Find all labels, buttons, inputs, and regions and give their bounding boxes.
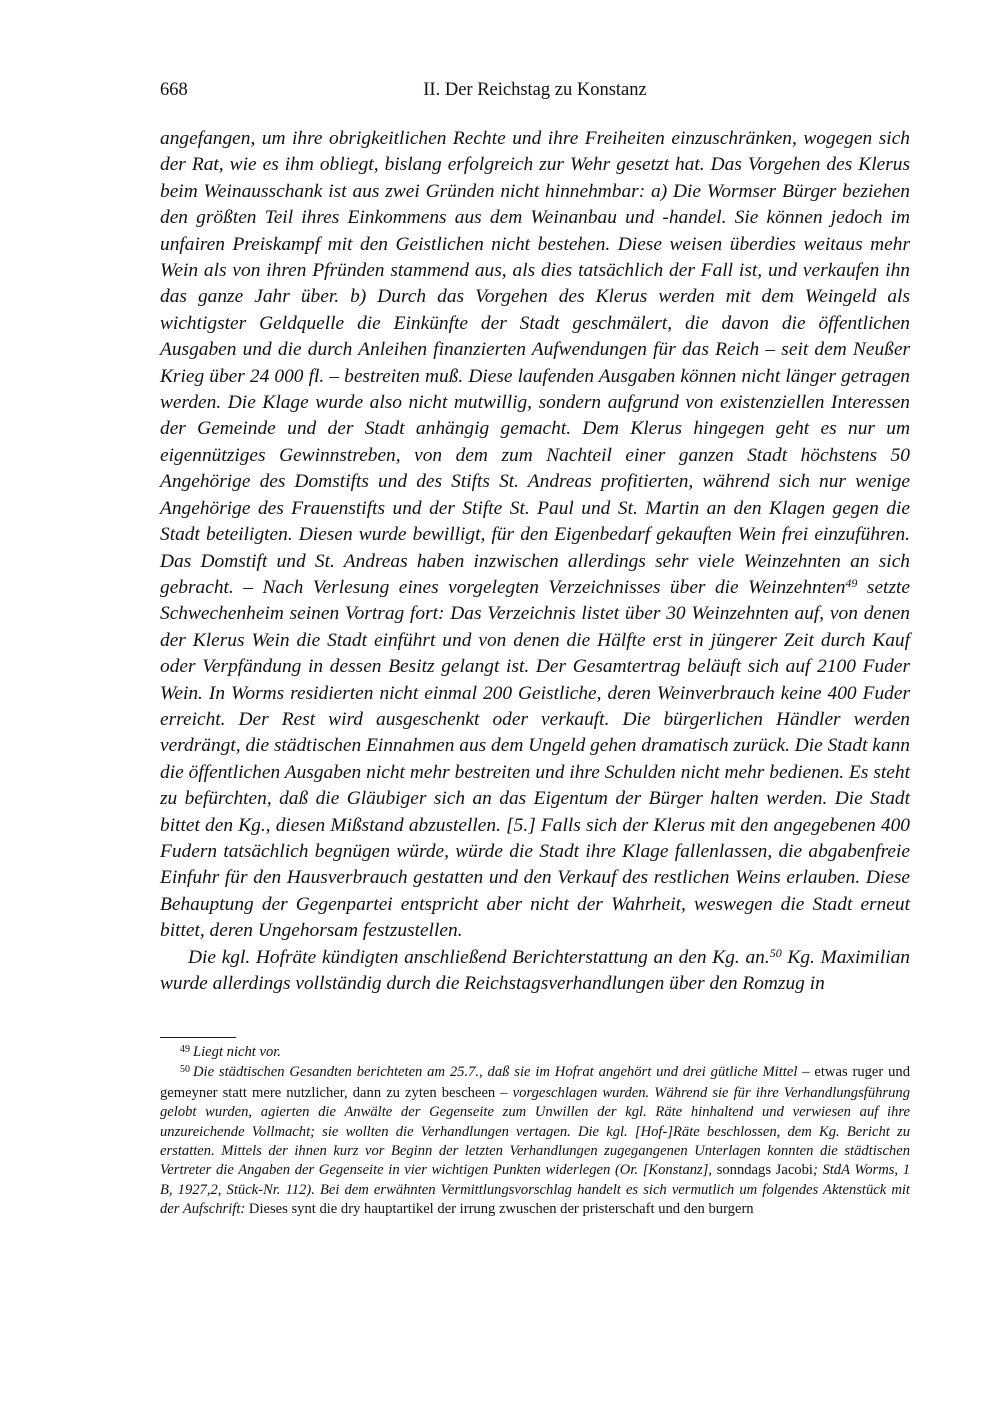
page-header	[160, 80, 910, 110]
footnote-50-quote-2: sonndags Jacobi	[712, 1162, 813, 1179]
footnote-49-text: Liegt nicht vor.	[193, 1044, 281, 1060]
footnote-ref-50[interactable]: 50	[769, 945, 782, 960]
footnote-49-mark: 49	[180, 1044, 190, 1055]
paragraph-1-text-b: setzte Schwechenheim seinen Vortrag fort: Das Verzeichnis listet über 30 Weinzehnten auf, von denen der Klerus Wein die Stadt einführt und von denen die Hälfte erst in jüngerer Zeit durch Kauf oder Verpfändung in dessen Besitz gelangt ist. Der Gesamtertrag beläuft sich auf 2100 Fuder Wein. In Worms residierten nicht einmal 200 Geistliche, deren Weinverbrauch keine 400 Fuder erreicht. Der Rest wird ausgeschenkt oder verkauft. Die bürgerlichen Händler werden verdrängt, die städtischen Einnahmen aus dem Ungeld gehen dramatisch zurück. Die Stadt kann die öffentlichen Ausgaben nicht mehr bestreiten und ihre Schulden nicht mehr bedienen. Es steht zu befürchten, daß die Gläubiger sich an das Eigentum der Bürger halten werden. Die Stadt bittet den Kg., diesen Mißstand abzustellen. [5.] Falls sich der Klerus mit den angegebenen 400 Fudern tatsächlich begnügen würde, würde die Stadt ihre Klage fallenlassen, die abgabenfreie Einfuhr für den Hausverbrauch gestatten und den Verkauf des restlichen Weins erlauben. Diese Behauptung der Gegenpartei entspricht aber nicht der Wahrheit, weswegen die Stadt erneut bittet, deren Ungehorsam festzustellen.	[160, 576, 911, 942]
footnote-50-mark: 50	[180, 1064, 190, 1076]
paragraph-2-text-a: Die kgl. Hofräte kündigten anschließend Berichterstattung an den Kg. an.	[188, 946, 770, 968]
footnote-50-quote-1: etwas ruger und gemeyner statt mere nutzlicher, dann zu zyten bescheen	[160, 1064, 910, 1101]
footnote-divider	[160, 1037, 236, 1038]
page-number: 668	[160, 80, 188, 100]
paragraph-1	[160, 126, 910, 945]
footnote-50-text-2: – vorgeschlagen wurden. Während sie für ihre Verhandlungsführung gelobt wurden, agierten die Anwälte der Gegenseite zum Unwillen der kgl. Räte hinhaltend und verwiesen auf ihre unzureichende Vollmacht; sie wollten die Verhandlungen vertagen. Die kgl. [Hof-]Räte beschlossen, dem Kg. Bericht zu erstatten. Mittels der ihnen kurz vor Beginn der letzten Verhandlungen zugegangenen Unterlagen konnten die städtischen Vertreter die Angaben der Gegenseite in vier wichtigen Punkten widerlegen (Or. [Konstanz],	[160, 1084, 910, 1179]
footnotes	[160, 1043, 910, 1220]
footnote-50-quote-3: Dieses synt die dry hauptartikel der irrung zwuschen der pristerschaft und den burgern	[245, 1201, 754, 1218]
running-title: II. Der Reichstag zu Konstanz	[423, 80, 647, 100]
paragraph-1-text-a: angefangen, um ihre obrigkeitlichen Rechte und ihre Freiheiten einzuschränken, wogegen sich der Rat, wie es ihm obliegt, bislang erfolgreich zur Wehr gesetzt hat. Das Vorgehen des Klerus beim Weinausschank ist aus zwei Gründen nicht hinnehmbar: a) Die Wormser Bürger beziehen den größten Teil ihres Einkommens aus dem Weinanbau und -handel. Sie können jedoch im unfairen Preiskampf mit den Geistlichen nicht bestehen. Diese weisen überdies weitaus mehr Wein als von ihren Pfründen stammend aus, als dies tatsächlich der Fall ist, und verkaufen ihn das ganze Jahr über. b) Durch das Vorgehen des Klerus werden mit dem Weingeld als wichtigster Geldquelle die Einkünfte der Stadt geschmälert, die davon die öffentlichen Ausgaben und die durch Anleihen finanzierten Aufwendungen für das Reich – seit dem Neußer Krieg über 24 000 fl. – bestreiten muß. Diese laufenden Ausgaben können nicht länger getragen werden. Die Klage wurde also nicht mutwillig, sondern aufgrund von existenziellen Interessen der Gemeinde und der Stadt anhängig gemacht. Dem Klerus hingegen geht es nur um eigennütziges Gewinnstreben, von dem zum Nachteil einer ganzen Stadt höchstens 50 Angehörige des Domstifts und des Stifts St. Andreas profitierten, während sich nur wenige Angehörige des Frauenstifts und der Stifte St. Paul und St. Martin an den Klagen gegen die Stadt beteiligten. Diesen wurde bewilligt, für den Eigenbedarf gekauften Wein frei einzuführen. Das Domstift und St. Andreas haben inzwischen allerdings sehr viele Weinzehnten an sich gebracht. – Nach Verlesung eines vorgelegten Verzeichnisses über die Weinzehnten	[160, 128, 910, 598]
footnote-49	[160, 1043, 910, 1063]
footnote-50-text-1: Die städtischen Gesandten berichteten am 25.7., daß sie im Hofrat angehört und drei gütliche Mittel –	[193, 1064, 810, 1081]
footnote-50	[160, 1063, 910, 1219]
paragraph-2-text-b: Kg. Maximilian wurde allerdings vollständig durch die Reichstagsverhandlungen über den Romzug in	[160, 946, 910, 994]
main-text	[160, 126, 910, 997]
footnote-ref-49[interactable]: 49	[845, 575, 858, 590]
footnote-50-text-3: ; StdA Worms, 1 B, 1927,2, Stück-Nr. 112). Bei dem erwähnten Vermittlungsvorschlag handelt es sich vermutlich um folgendes Aktenstück mit der Aufschrift:	[160, 1162, 911, 1218]
paragraph-2	[160, 945, 910, 998]
